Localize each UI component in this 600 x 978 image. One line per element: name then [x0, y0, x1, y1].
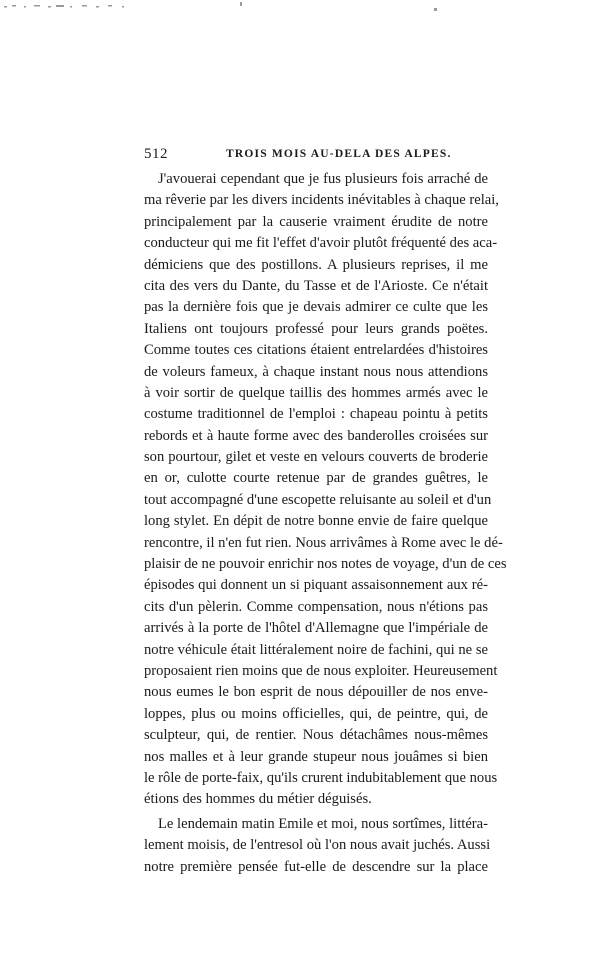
text-line: en or, culotte courte retenue par de grandes guêtres, le	[144, 470, 488, 487]
text-line: à voir sortir de quelque taillis des hommes armés avec le	[144, 384, 488, 401]
text-line: rencontre, il n'en fut rien. Nous arrivâmes à Rome avec le dé-	[144, 534, 503, 551]
text-line: cita des vers du Dante, du Tasse et de l'Arioste. Ce n'était	[144, 277, 488, 294]
text-line: Le lendemain matin Emile et moi, nous sortîmes, littéra-	[158, 815, 488, 832]
page-header	[144, 146, 488, 166]
text-line: lement moisis, de l'entresol où l'on nous avait juchés. Aussi	[144, 837, 491, 854]
text-line: Comme toutes ces citations étaient entrelardées d'histoires	[144, 342, 488, 359]
text-line: démiciens que des postillons. A plusieurs reprises, il me	[144, 256, 488, 273]
text-line: tout accompagné d'une escopette reluisante au soleil et d'un	[144, 491, 492, 508]
text-line: costume traditionnel de l'emploi : chapeau pointu à petits	[144, 406, 488, 423]
text-line: notre première pensée fut-elle de descendre sur la place	[144, 858, 488, 875]
text-line: arrivés à la porte de l'hôtel d'Allemagne que l'impériale de	[144, 620, 488, 637]
text-line: son pourtour, gilet et veste en velours couverts de broderie	[144, 449, 488, 466]
body-text	[144, 169, 507, 878]
text-line: épisodes qui donnent un si piquant assaisonnement aux ré-	[144, 577, 488, 594]
text-line: nos malles et à leur grande stupeur nous jouâmes si bien	[144, 748, 488, 765]
running-head: TROIS MOIS AU-DELA DES ALPES.	[226, 148, 452, 160]
page-number: 512	[144, 146, 168, 162]
text-line: Italiens ont toujours professé pour leurs grands poëtes.	[144, 320, 488, 337]
text-line: de voleurs fameux, à chaque instant nous nous attendions	[144, 363, 488, 380]
text-line: conducteur qui me fit l'effet d'avoir plutôt fréquenté des aca-	[144, 235, 498, 252]
text-line: J'avouerai cependant que je fus plusieurs fois arraché de	[158, 171, 488, 187]
text-line: plaisir de ne pouvoir enrichir nos notes de voyage, d'un de ces	[144, 556, 507, 573]
text-line: cits d'un pèlerin. Comme compensation, nous n'étions pas	[144, 598, 488, 615]
text-line: le rôle de porte-faix, qu'ils crurent indubitablement que nous	[144, 769, 498, 786]
text-line: notre véhicule était littéralement noire de fachini, qui ne se	[144, 641, 488, 658]
text-line: loppes, plus ou moins officielles, qui, de peintre, qui, de	[144, 705, 488, 722]
text-line: nous eumes le bon esprit de nous dépouiller de nos enve-	[144, 684, 488, 701]
text-line: pas la dernière fois que je devais admirer ce culte que les	[144, 299, 488, 316]
text-line: long stylet. En dépit de notre bonne envie de faire quelque	[144, 513, 488, 530]
text-line: proposaient rien moins que de nous exploiter. Heureusement	[144, 662, 498, 679]
text-line: étions des hommes du métier déguisés.	[144, 791, 372, 808]
scan-specks	[4, 0, 440, 14]
text-line: rebords et à haute forme avec des banderolles croisées sur	[144, 427, 488, 444]
text-line: ma rêverie par les divers incidents inévitables à chaque relai,	[144, 192, 499, 209]
text-line: sculpteur, qui, de rentier. Nous détachâmes nous-mêmes	[144, 727, 488, 744]
text-line: principalement par la causerie vraiment érudite de notre	[144, 213, 488, 230]
